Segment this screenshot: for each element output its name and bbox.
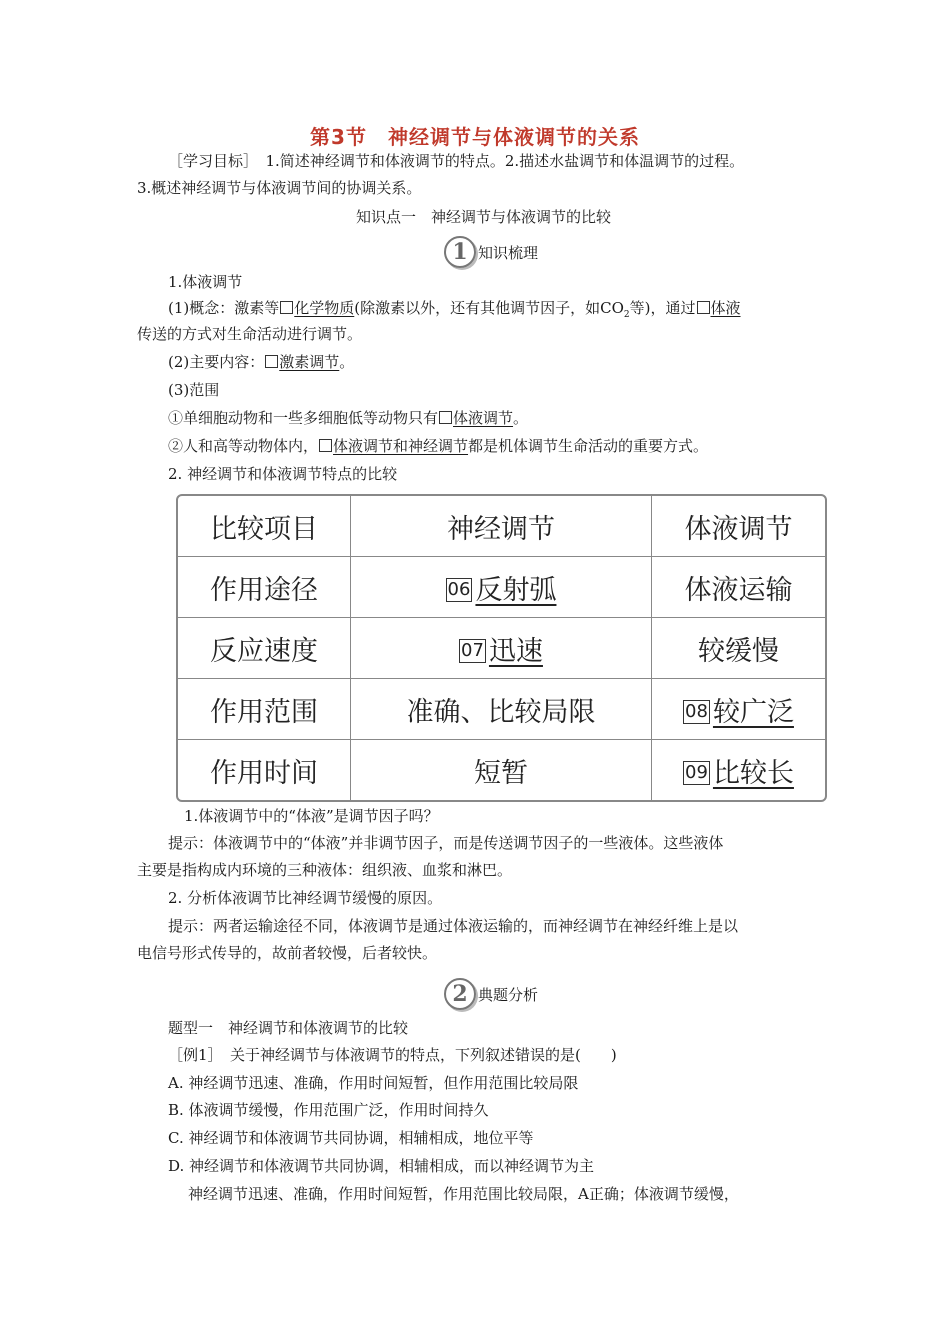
answer-text: 体液 — [710, 299, 741, 317]
answer-1-line-1: 提示：体液调节中的“体液”并非调节因子，而是传送调节因子的一些液体。这些液体 — [168, 834, 724, 852]
answer-text: 迅速 — [488, 635, 543, 667]
heading-comparison: 2. 神经调节和体液调节特点的比较 — [168, 465, 398, 483]
table-header-cell: 体液调节 — [652, 496, 825, 557]
answer-number: 07 — [461, 639, 484, 661]
question-1: 1.体液调节中的“体液”是调节因子吗？ — [184, 807, 439, 825]
blank-box-icon — [697, 301, 710, 314]
answer-text: 比较长 — [712, 757, 794, 789]
table-cell-neural: 短暂 — [351, 740, 652, 800]
table-cell-item: 作用时间 — [178, 740, 351, 800]
table-row — [178, 618, 825, 679]
answer-text: 化学物质 — [294, 299, 355, 317]
objectives-line-2: 3.概述神经调节与体液调节间的协调关系。 — [137, 179, 422, 197]
table-cell-item: 反应速度 — [178, 618, 351, 679]
main-content-line — [168, 352, 354, 372]
blank-box-icon — [265, 355, 278, 368]
range-item-2 — [168, 436, 708, 456]
answer-text: 较广泛 — [712, 696, 794, 728]
answer-number: 09 — [685, 761, 708, 783]
problem-type-heading: 题型一 神经调节和体液调节的比较 — [168, 1019, 409, 1037]
table-header-cell: 神经调节 — [351, 496, 652, 557]
main-text: (2)主要内容： — [168, 353, 265, 371]
section-typical-problems — [444, 978, 538, 1010]
table-header-cell: 比较项目 — [178, 496, 351, 557]
page-title: 第3节 神经调节与体液调节的关系 — [310, 125, 640, 149]
answer-2-line-1: 提示：两者运输途径不同，体液调节是通过体液运输的，而神经调节在神经纤维上是以 — [168, 917, 739, 935]
range-text: ①单细胞动物和一些多细胞低等动物只有 — [168, 409, 439, 427]
range-text: 都是机体调节生命活动的重要方式。 — [468, 437, 709, 455]
comparison-table — [176, 494, 827, 802]
section-number-icon: 2 — [444, 978, 476, 1010]
section-label: 知识梳理 — [478, 243, 539, 262]
main-text: 。 — [339, 353, 355, 371]
concept-text: 等)，通过 — [629, 299, 696, 317]
blank-box-icon — [439, 411, 452, 424]
objectives-line-1: ［学习目标］ 1.简述神经调节和体液调节的特点。2.描述水盐调节和体温调节的过程。 — [168, 152, 745, 170]
table-cell-item: 作用途径 — [178, 557, 351, 618]
table-cell-humoral — [652, 740, 825, 800]
concept-text: (1)概念：激素等 — [168, 299, 280, 317]
section-number-icon: 1 — [444, 236, 476, 268]
option-c: C. 神经调节和体液调节共同协调，相辅相成，地位平等 — [168, 1129, 534, 1147]
table-cell-humoral — [652, 679, 825, 740]
example-question: ［例1］ 关于神经调节与体液调节的特点，下列叙述错误的是( ) — [168, 1046, 617, 1064]
answer-number: 08 — [685, 700, 708, 722]
range-item-1 — [168, 408, 528, 428]
answer-number: 06 — [447, 578, 471, 600]
range-heading: (3)范围 — [168, 381, 220, 399]
knowledge-point-heading: 知识点一 神经调节与体液调节的比较 — [356, 208, 612, 226]
option-a: A. 神经调节迅速、准确，作用时间短暂，但作用范围比较局限 — [168, 1074, 579, 1092]
answer-2-line-2: 电信号形式传导的，故前者较慢，后者较快。 — [137, 944, 438, 962]
heading-humoral-regulation: 1.体液调节 — [168, 273, 243, 291]
explanation-line: 神经调节迅速、准确，作用时间短暂，作用范围比较局限，A正确；体液调节缓慢， — [188, 1185, 739, 1203]
subscript: 2 — [623, 310, 630, 320]
answer-text: 激素调节 — [279, 353, 340, 371]
section-knowledge-review — [444, 236, 538, 268]
blank-box-icon — [280, 301, 293, 314]
question-2: 2. 分析体液调节比神经调节缓慢的原因。 — [168, 889, 443, 907]
answer-text: 体液调节 — [453, 409, 514, 427]
table-cell-humoral: 体液运输 — [652, 557, 825, 618]
concept-line-2: 传送的方式对生命活动进行调节。 — [137, 325, 363, 343]
option-d: D. 神经调节和体液调节共同协调，相辅相成，而以神经调节为主 — [168, 1157, 595, 1175]
option-b: B. 体液调节缓慢，作用范围广泛，作用时间持久 — [168, 1101, 489, 1119]
table-row — [178, 740, 825, 800]
answer-text: 体液调节和神经调节 — [333, 437, 469, 455]
range-text: ②人和高等动物体内， — [168, 437, 319, 455]
answer-text: 反射弧 — [475, 574, 557, 606]
range-text: 。 — [513, 409, 529, 427]
table-cell-humoral: 较缓慢 — [652, 618, 825, 679]
table-cell-neural — [351, 618, 652, 679]
concept-line-1 — [168, 298, 741, 325]
section-label: 典题分析 — [478, 985, 539, 1004]
table-header-row — [178, 496, 825, 557]
concept-text: (除激素以外，还有其他调节因子，如CO — [354, 299, 624, 317]
table-cell-item: 作用范围 — [178, 679, 351, 740]
table-row — [178, 679, 825, 740]
answer-1-line-2: 主要是指构成内环境的三种液体：组织液、血浆和淋巴。 — [137, 861, 513, 879]
table-row — [178, 557, 825, 618]
table-cell-neural — [351, 557, 652, 618]
table-cell-neural: 准确、比较局限 — [351, 679, 652, 740]
blank-box-icon — [319, 439, 332, 452]
